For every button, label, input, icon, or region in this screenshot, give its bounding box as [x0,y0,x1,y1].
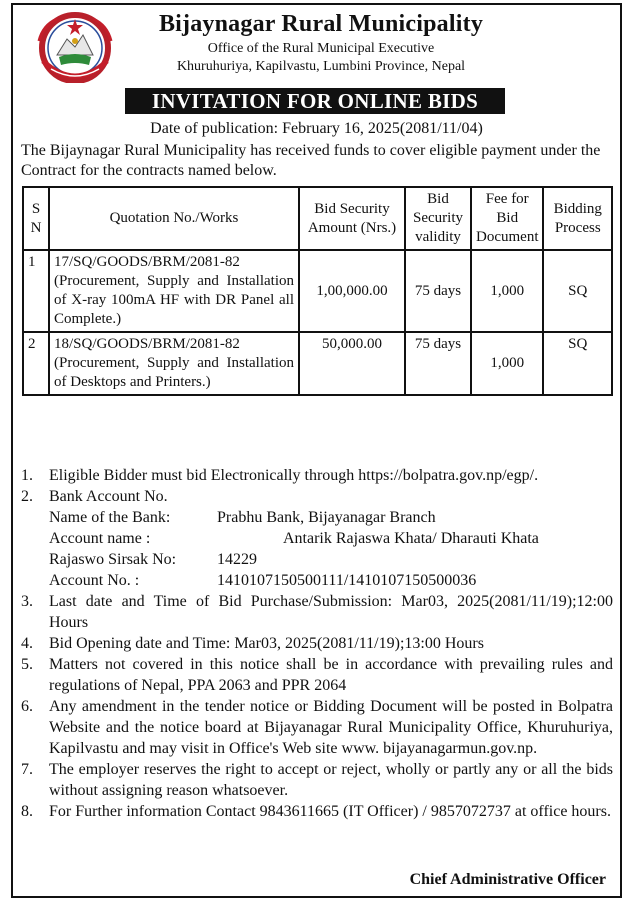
bank-name-value: Prabhu Bank, Bijayanagar Branch [217,509,436,526]
header-works: Quotation No./Works [49,187,299,250]
account-name-label: Account name : [49,530,151,547]
list-item [21,633,613,654]
notice-frame [11,3,622,898]
item-number: 8. [21,803,33,820]
list-item [21,759,613,801]
row-work: 18/SQ/GOODS/BRM/2081-82 (Procurement, Supply and Installation of Desktops and Printers.) [49,332,299,395]
row-sn: 1 [23,250,49,332]
nepal-emblem-icon [29,11,121,83]
list-item [21,486,613,507]
table-row [23,332,612,395]
item-text: The employer reserves the right to accept or reject, wholly or partly any or all the bids without assigning reason whatsoever. [49,761,613,799]
row-process: SQ [543,250,612,332]
item-number: 6. [21,698,33,715]
office-address: Khuruhuriya, Kapilvastu, Lumbini Province, Nepal [176,59,466,74]
item-number: 3. [21,593,33,610]
item-number: 4. [21,635,33,652]
row-work: 17/SQ/GOODS/BRM/2081-82 (Procurement, Supply and Installation of X-ray 100mA HF with DR Panel all Complete.) [49,250,299,332]
item-text: Eligible Bidder must bid Electronically through https://bolpatra.gov.np/egp/. [49,467,539,484]
item-text: Matters not covered in this notice shall be in accordance with prevailing rules and regulations of Nepal, PPA 2063 and PPR 2064 [49,656,613,694]
header-fee: Fee for Bid Document [471,187,543,250]
table-row [23,250,612,332]
sirsak-label: Rajaswo Sirsak No: [49,551,177,568]
municipality-title: Bijaynagar Rural Municipality [158,11,484,37]
item-text: Bank Account No. [49,488,168,505]
item-number: 1. [21,467,33,484]
account-no-value: 1410107150500111/1410107150500036 [217,572,477,589]
item-text: Any amendment in the tender notice or Bidding Document will be posted in Bolpatra Website and the notice board at Bijayanagar Rural Municipality Office, Khuruhuriya, Kapilvastu and may visit in Office's Web site www. bijayanagarmun.gov.np. [49,698,613,757]
notice-banner: INVITATION FOR ONLINE BIDS [125,88,505,114]
publication-date: Date of publication: February 16, 2025(2081/11/04) [150,120,483,137]
account-name-row [21,528,613,549]
list-item [21,801,613,822]
list-item [21,654,613,696]
row-fee: 1,000 [471,332,543,395]
signatory-title: Chief Administrative Officer [409,871,606,888]
bank-name-label: Name of the Bank: [49,509,171,526]
row-validity: 75 days [405,332,471,395]
account-no-row [21,570,613,591]
item-text: Bid Opening date and Time: Mar03, 2025(2081/11/19);13:00 Hours [49,635,484,652]
header-sn: S N [23,187,49,250]
office-subtitle: Office of the Rural Municipal Executive [207,41,435,56]
item-number: 5. [21,656,33,673]
item-text: Last date and Time of Bid Purchase/Submission: Mar03, 2025(2081/11/19);12:00 Hours [49,593,613,631]
conditions-list [21,465,613,822]
header-amount: Bid Security Amount (Nrs.) [299,187,405,250]
header-process: Bidding Process [543,187,612,250]
row-amount: 50,000.00 [299,332,405,395]
item-number: 2. [21,488,33,505]
row-fee: 1,000 [471,250,543,332]
sirsak-value: 14229 [217,551,257,568]
list-item [21,465,613,486]
bank-name-row [21,507,613,528]
intro-paragraph: The Bijaynagar Rural Municipality has received funds to cover eligible payment under the Contract for the contracts named below. [21,142,601,179]
row-sn: 2 [23,332,49,395]
account-no-label: Account No. : [49,572,140,589]
sirsak-row [21,549,613,570]
account-name-value: Antarik Rajaswa Khata/ Dharauti Khata [283,530,539,547]
list-item [21,591,613,633]
item-text: For Further information Contact 9843611665 (IT Officer) / 9857072737 at office hours. [49,803,611,820]
notice-header [13,5,620,87]
list-item [21,696,613,759]
row-amount: 1,00,000.00 [299,250,405,332]
table-header-row [23,187,612,250]
item-number: 7. [21,761,33,778]
row-process: SQ [543,332,612,395]
row-validity: 75 days [405,250,471,332]
bids-table [22,186,613,396]
header-validity: Bid Security validity [405,187,471,250]
